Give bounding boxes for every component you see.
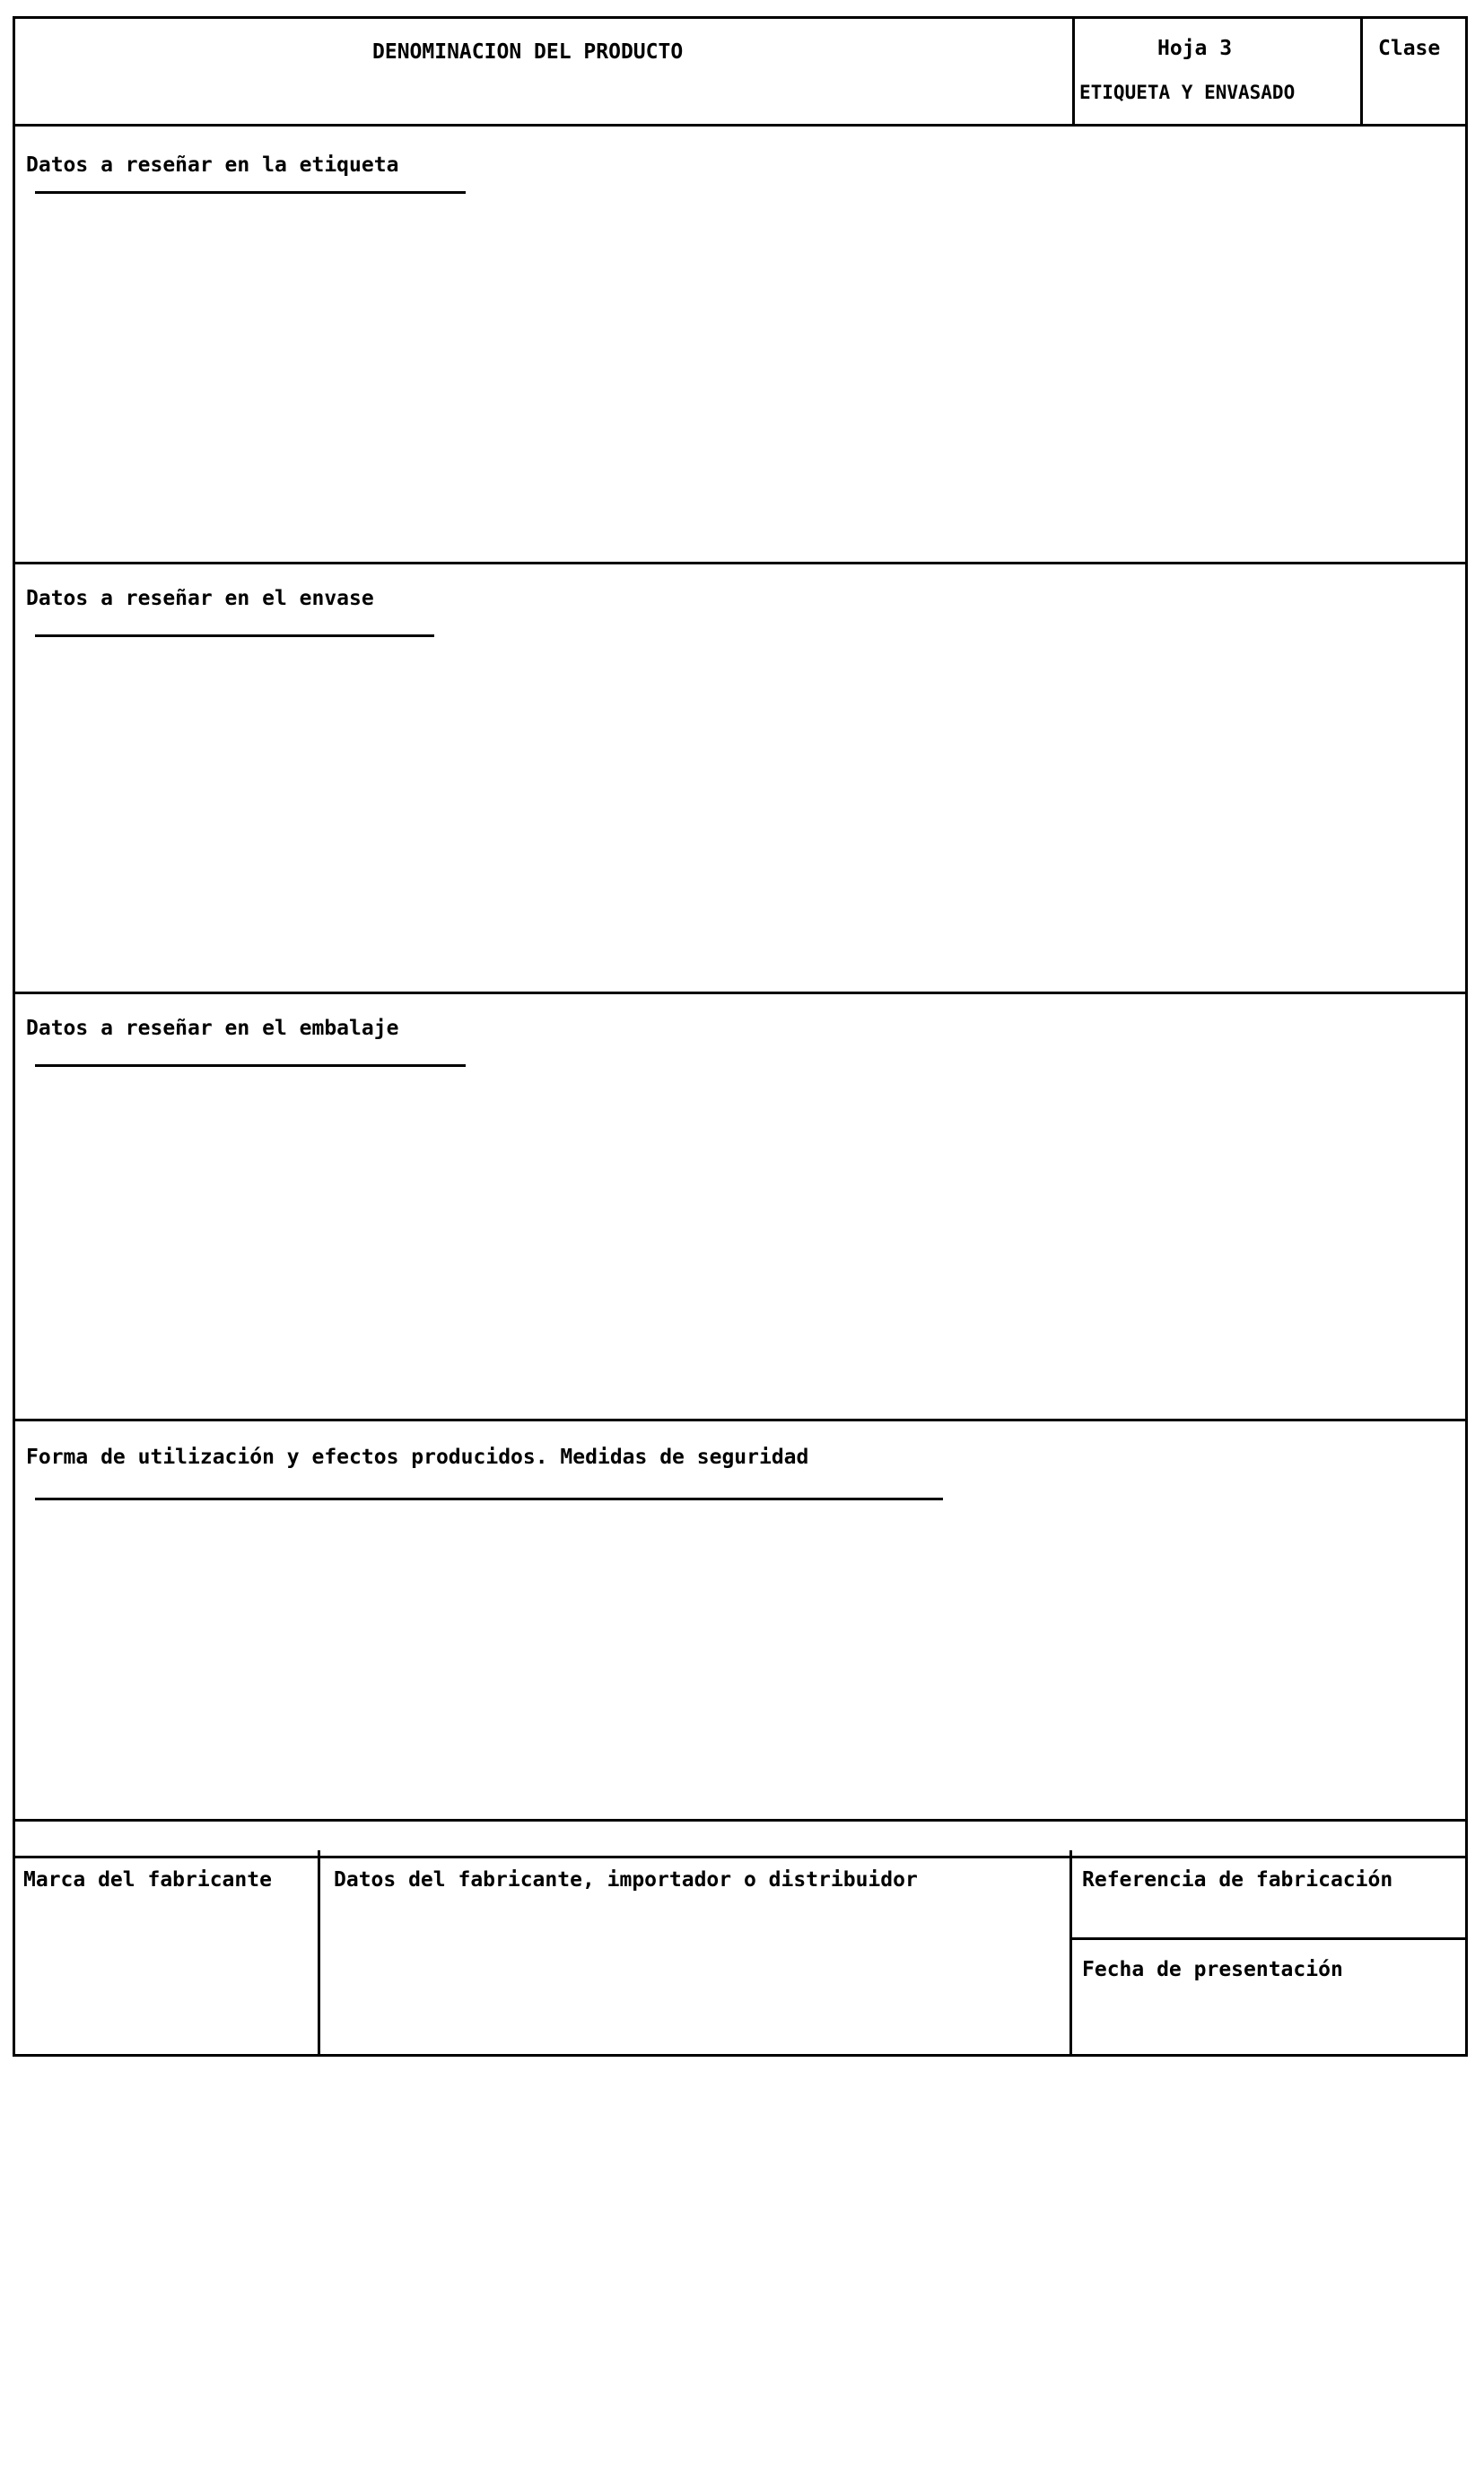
- container-data-field[interactable]: [15, 647, 1465, 992]
- product-name-field[interactable]: [15, 19, 1072, 124]
- usage-underline: [35, 1498, 943, 1500]
- manufacturer-brand-label: Marca del fabricante: [23, 1868, 272, 1892]
- sheet-label: Hoja 3: [1157, 37, 1233, 60]
- footer-right-split: [1069, 1937, 1465, 1940]
- form-sheet: [13, 16, 1468, 1822]
- footer-divider-2: [1069, 1850, 1072, 2057]
- header-bottom-line: [15, 124, 1465, 127]
- section-3-bottom-line: [15, 1419, 1465, 1421]
- footer-row: [13, 1850, 1468, 2057]
- manufacturer-brand-field[interactable]: [15, 1904, 316, 2054]
- packaging-data-field[interactable]: [15, 1078, 1465, 1419]
- label-data-heading: Datos a reseñar en la etiqueta: [26, 153, 399, 177]
- section-1-bottom-line: [15, 562, 1465, 564]
- manufacturing-reference-field[interactable]: [1074, 1900, 1464, 1936]
- container-data-heading: Datos a reseñar en el envase: [26, 587, 374, 610]
- usage-field[interactable]: [15, 1510, 1465, 1856]
- product-name-label: DENOMINACION DEL PRODUCTO: [372, 40, 684, 64]
- manufacturer-data-field[interactable]: [322, 1904, 1067, 2054]
- label-data-field[interactable]: [15, 207, 1465, 562]
- presentation-date-label: Fecha de presentación: [1082, 1958, 1343, 1981]
- manufacturer-data-label: Datos del fabricante, importador o distribuidor: [334, 1868, 918, 1892]
- footer-divider-1: [318, 1850, 320, 2057]
- class-label: Clase: [1378, 37, 1441, 60]
- packaging-data-underline: [35, 1064, 466, 1067]
- packaging-data-heading: Datos a reseñar en el embalaje: [26, 1017, 399, 1040]
- presentation-date-field[interactable]: [1074, 1994, 1464, 2054]
- header-divider-left: [1072, 19, 1075, 124]
- section-2-bottom-line: [15, 992, 1465, 994]
- label-data-underline: [35, 191, 466, 194]
- container-data-underline: [35, 634, 434, 637]
- class-field[interactable]: [1363, 64, 1468, 124]
- usage-heading: Forma de utilización y efectos producidos. Medidas de seguridad: [26, 1446, 809, 1469]
- manufacturing-reference-label: Referencia de fabricación: [1082, 1868, 1393, 1892]
- section-label: ETIQUETA Y ENVASADO: [1079, 82, 1296, 103]
